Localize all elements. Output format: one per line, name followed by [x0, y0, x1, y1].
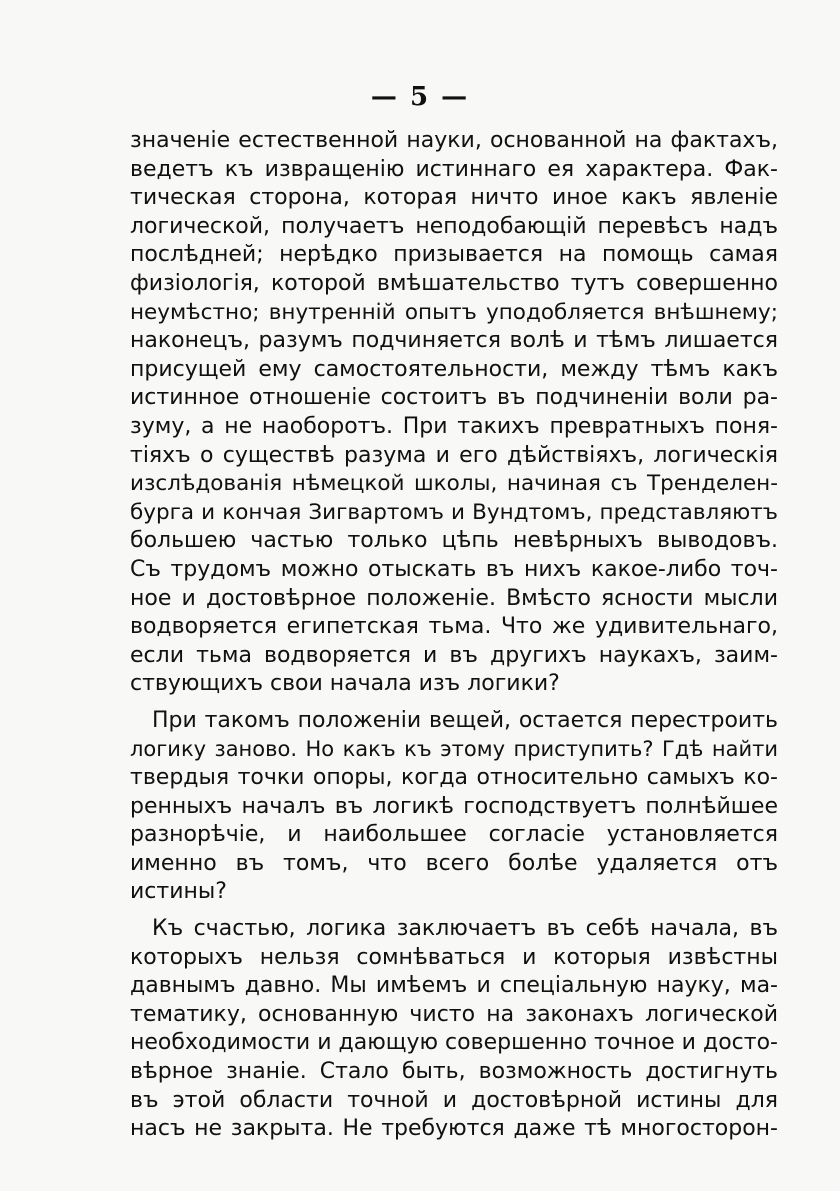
text-line: тическая сторона, которая ничто иное какъ явленіе — [130, 185, 778, 211]
text-line: истинное отношеніе состоитъ въ подчиненіи воли ра- — [130, 385, 778, 411]
text-line: вѣрное знаніе. Стало быть, возможность достигнуть — [130, 1059, 778, 1084]
body-text — [130, 127, 778, 1144]
paragraph-gap — [130, 907, 778, 915]
text-line: наконецъ, разумъ подчиняется волѣ и тѣмъ лишается — [130, 328, 778, 354]
text-line: бурга и кончая Зигвартомъ и Вундтомъ, представляютъ — [130, 499, 778, 525]
text-line: твердыя точки опоры, когда относительно самыхъ ко- — [130, 765, 778, 791]
text-line: значеніе естественной науки, основанной на фактахъ, — [130, 128, 778, 153]
text-line: зуму, а не наоборотъ. При такихъ превратныхъ поня- — [130, 413, 778, 439]
text-line: физіологія, которой вмѣшательство тутъ совершенно — [130, 270, 778, 296]
text-line: логической, получаетъ неподобающій перевѣсъ надъ — [130, 213, 778, 239]
text-line: если тьма водворяется и въ другихъ наукахъ, заим- — [130, 642, 778, 668]
text-line: большею частью только цѣпь невѣрныхъ выводовъ. — [130, 528, 778, 554]
text-line: истины? — [130, 879, 227, 905]
text-line: насъ не закрыта. Не требуются даже тѣ многосторон- — [130, 1116, 778, 1142]
text-line: присущей ему самостоятельности, между тѣмъ какъ — [130, 356, 778, 382]
text-line: тематику, основанную чисто на законахъ логической — [130, 1001, 778, 1027]
text-line: послѣдней; нерѣдко призывается на помощь самая — [130, 242, 778, 268]
text-line: ведетъ къ извращенію истиннаго ея характера. Фак- — [130, 156, 778, 182]
text-line: необходимости и дающую совершенно точное и досто- — [130, 1030, 778, 1056]
paragraph-2 — [130, 707, 778, 907]
text-line: въ этой области точной и достовѣрной истины для — [130, 1087, 778, 1113]
text-line: неумѣстно; внутренній опытъ уподобляется внѣшнему; — [130, 299, 778, 325]
text-line: которыхъ нельзя сомнѣваться и которыя извѣстны — [130, 944, 778, 970]
paragraph-gap — [130, 699, 778, 707]
text-line: При такомъ положеніи вещей, остается перестроить — [152, 707, 778, 733]
text-line: Съ трудомъ можно отыскать въ нихъ какое-либо точ- — [130, 556, 778, 582]
text-line: тіяхъ о существѣ разума и его дѣйствіяхъ, логическія — [130, 442, 778, 468]
text-line: именно въ томъ, что всего болѣе удаляется отъ — [130, 850, 778, 876]
text-line: ное и достовѣрное положеніе. Вмѣсто ясности мысли — [130, 585, 778, 611]
text-line: Къ счастью, логика заключаетъ въ себѣ начала, въ — [152, 916, 778, 942]
text-line: логику заново. Но какъ къ этому приступить? Гдѣ найти — [130, 737, 778, 762]
page-number: — 5 — — [370, 82, 470, 112]
text-line: изслѣдованія нѣмецкой школы, начиная съ Тренделен- — [130, 471, 778, 497]
paragraph-1 — [130, 127, 778, 699]
text-line: ствующихъ свои начала изъ логики? — [130, 671, 560, 697]
paragraph-3 — [130, 915, 778, 1144]
text-line: ренныхъ началъ въ логикѣ господствуетъ полнѣйшее — [130, 793, 778, 819]
text-line: разнорѣчіе, и наибольшее согласіе установляется — [130, 822, 778, 848]
text-line: водворяется египетская тьма. Что же удивительнаго, — [130, 614, 778, 640]
text-line: давнымъ давно. Мы имѣемъ и спеціальную науку, ма- — [130, 973, 778, 999]
